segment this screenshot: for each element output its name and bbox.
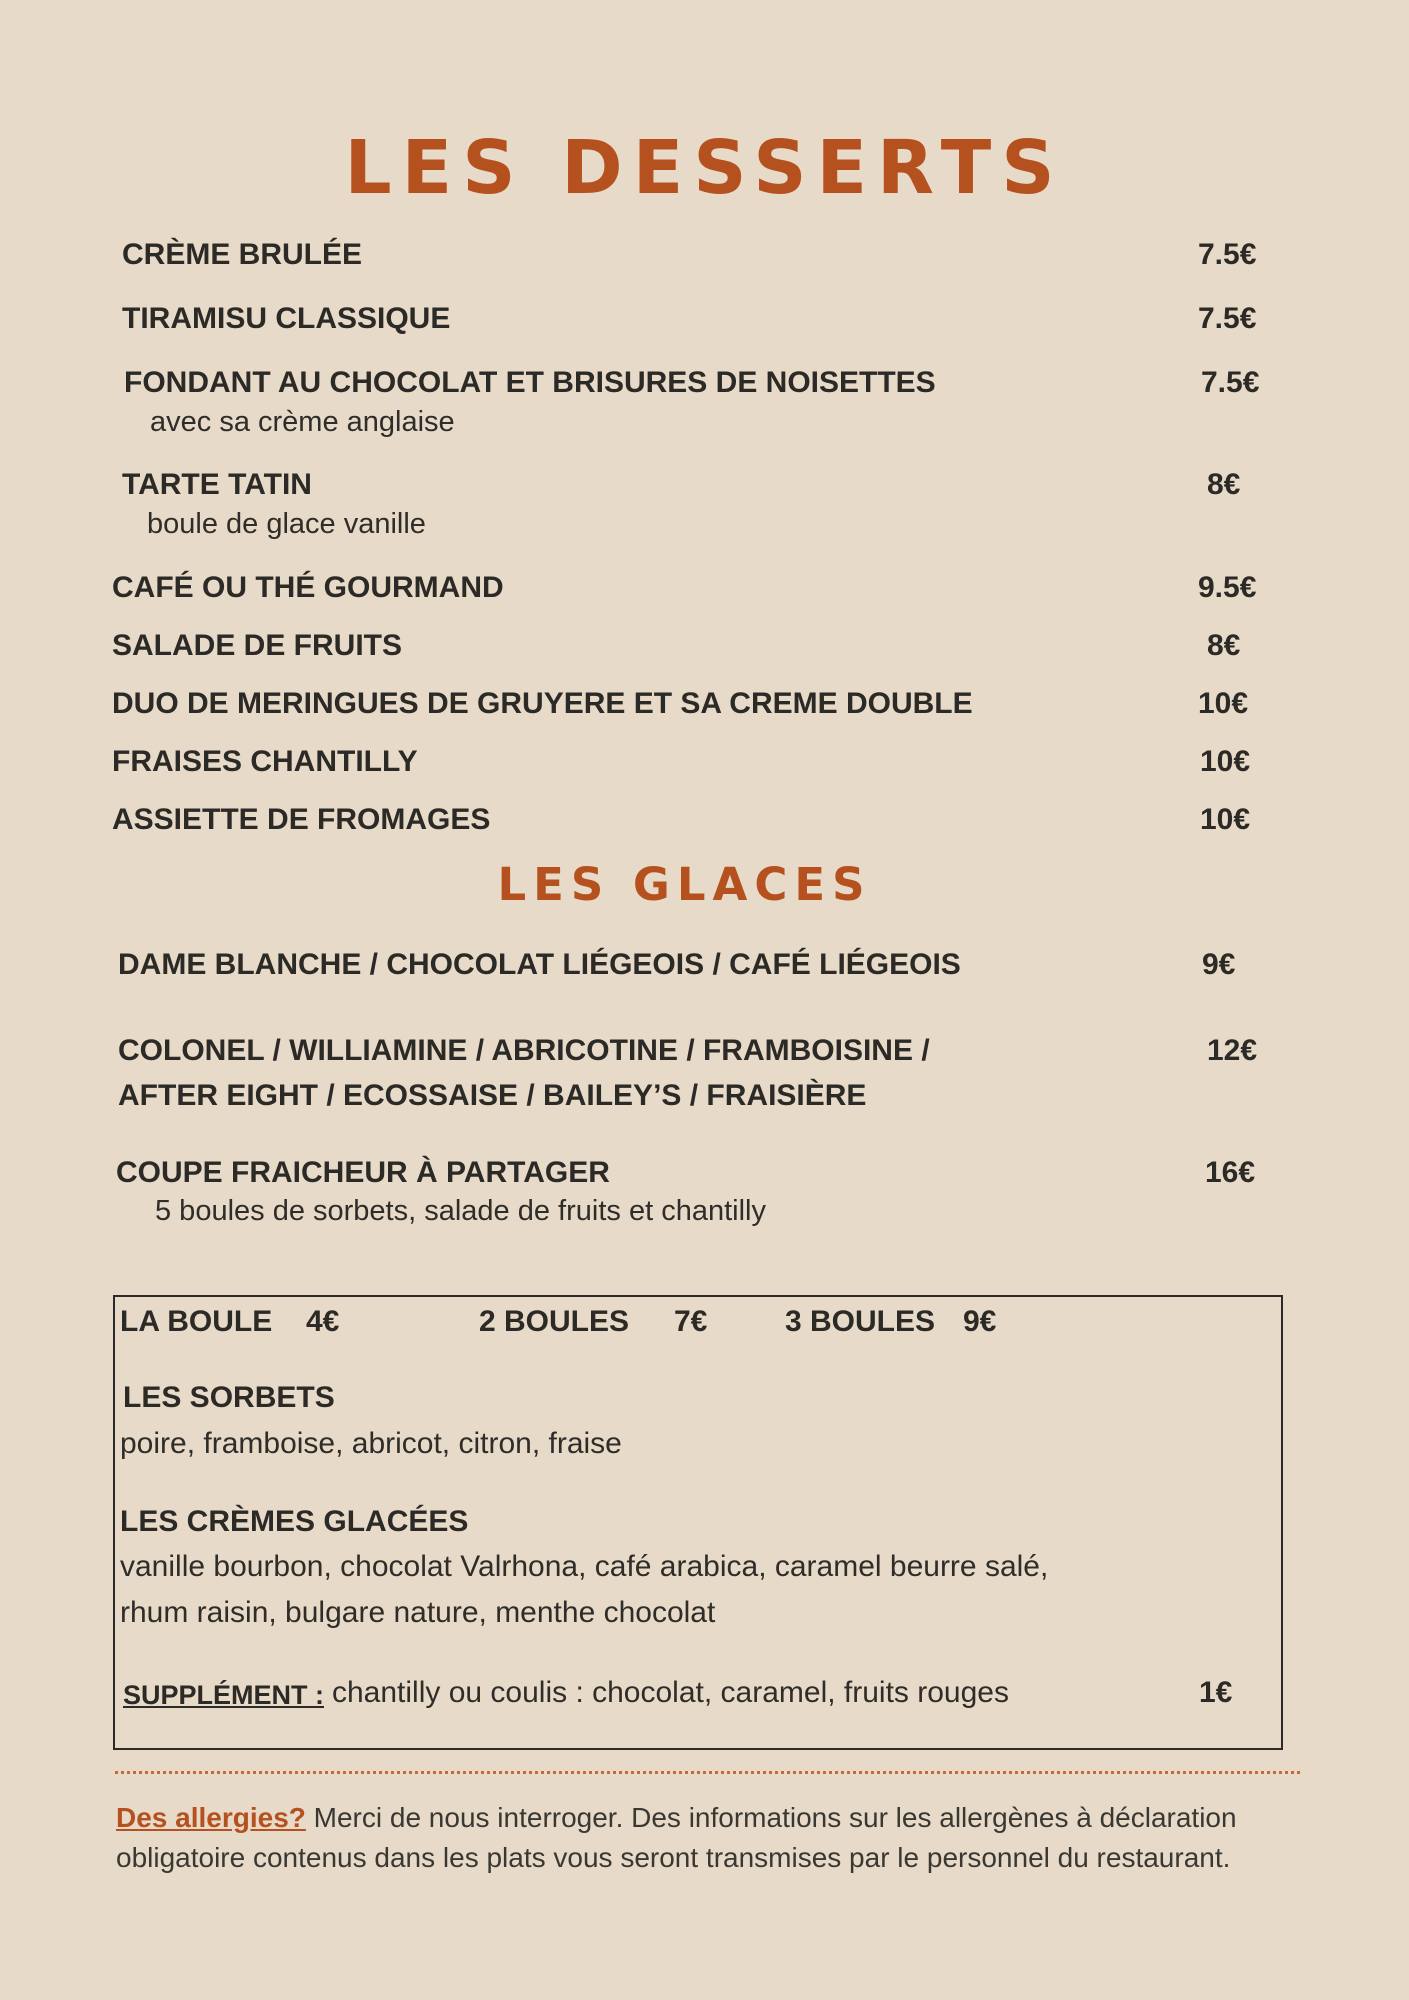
dotted-divider [115, 1771, 1300, 1774]
dessert-price: 7.5€ [1198, 238, 1257, 271]
dessert-name: ASSIETTE DE FROMAGES [112, 803, 491, 836]
glace-name-line2: AFTER EIGHT / ECOSSAISE / BAILEY’S / FRAISIÈRE [118, 1079, 867, 1112]
glace-name: DAME BLANCHE / CHOCOLAT LIÉGEOIS / CAFÉ LIÉGEOIS [118, 948, 961, 981]
cremes-title: LES CRÈMES GLACÉES [120, 1505, 469, 1538]
dessert-name: FONDANT AU CHOCOLAT ET BRISURES DE NOISETTES [124, 366, 936, 399]
dessert-name: SALADE DE FRUITS [112, 629, 403, 662]
glace-description: 5 boules de sorbets, salade de fruits et chantilly [155, 1195, 766, 1227]
cremes-list-line2: rhum raisin, bulgare nature, menthe chocolat [120, 1596, 716, 1629]
glace-price: 12€ [1207, 1034, 1258, 1067]
sorbets-list: poire, framboise, abricot, citron, fraise [120, 1427, 622, 1460]
dessert-name: CAFÉ OU THÉ GOURMAND [112, 571, 504, 604]
allergy-text: Merci de nous interroger. Des informations sur les allergènes à déclaration [305, 1802, 1237, 1833]
one-scoop-label: LA BOULE [120, 1305, 273, 1338]
dessert-name: TIRAMISU CLASSIQUE [122, 302, 451, 335]
allergy-link[interactable]: Des allergies? [116, 1802, 306, 1833]
dessert-name: FRAISES CHANTILLY [112, 745, 418, 778]
glace-price: 16€ [1205, 1156, 1256, 1189]
dessert-name: DUO DE MERINGUES DE GRUYERE ET SA CREME DOUBLE [112, 687, 973, 720]
two-scoops-price: 7€ [674, 1305, 708, 1338]
supplement-label: SUPPLÉMENT : [123, 1680, 325, 1710]
dessert-price: 8€ [1207, 629, 1241, 662]
sorbets-title: LES SORBETS [123, 1381, 335, 1414]
dessert-description: boule de glace vanille [147, 508, 426, 540]
allergy-notice-line2: obligatoire contenus dans les plats vous seront transmises par le personnel du restaurant. [116, 1842, 1231, 1873]
dessert-price: 10€ [1200, 803, 1251, 836]
dessert-description: avec sa crème anglaise [150, 406, 455, 438]
glace-name: COLONEL / WILLIAMINE / ABRICOTINE / FRAMBOISINE / [118, 1034, 930, 1067]
cremes-list: vanille bourbon, chocolat Valrhona, café arabica, caramel beurre salé, [120, 1550, 1049, 1583]
dessert-price: 10€ [1200, 745, 1251, 778]
desserts-heading: LES DESSERTS [344, 125, 1065, 211]
dessert-price: 7.5€ [1198, 302, 1257, 335]
dessert-price: 7.5€ [1201, 366, 1260, 399]
glace-price: 9€ [1202, 948, 1236, 981]
allergy-notice-line1 [116, 1802, 1237, 1834]
two-scoops-label: 2 BOULES [479, 1305, 630, 1338]
dessert-price: 9.5€ [1198, 571, 1257, 604]
supplement-text: chantilly ou coulis : chocolat, caramel, fruits rouges [332, 1676, 1009, 1709]
glaces-heading: LES GLACES [497, 858, 872, 911]
dessert-price: 10€ [1198, 687, 1249, 720]
dessert-price: 8€ [1207, 468, 1241, 501]
supplement-price: 1€ [1199, 1676, 1233, 1709]
three-scoops-price: 9€ [963, 1305, 997, 1338]
glace-name: COUPE FRAICHEUR À PARTAGER [116, 1156, 610, 1189]
one-scoop-price: 4€ [306, 1305, 340, 1338]
dessert-name: TARTE TATIN [122, 468, 312, 501]
dessert-name: CRÈME BRULÉE [122, 238, 363, 271]
three-scoops-label: 3 BOULES [785, 1305, 936, 1338]
